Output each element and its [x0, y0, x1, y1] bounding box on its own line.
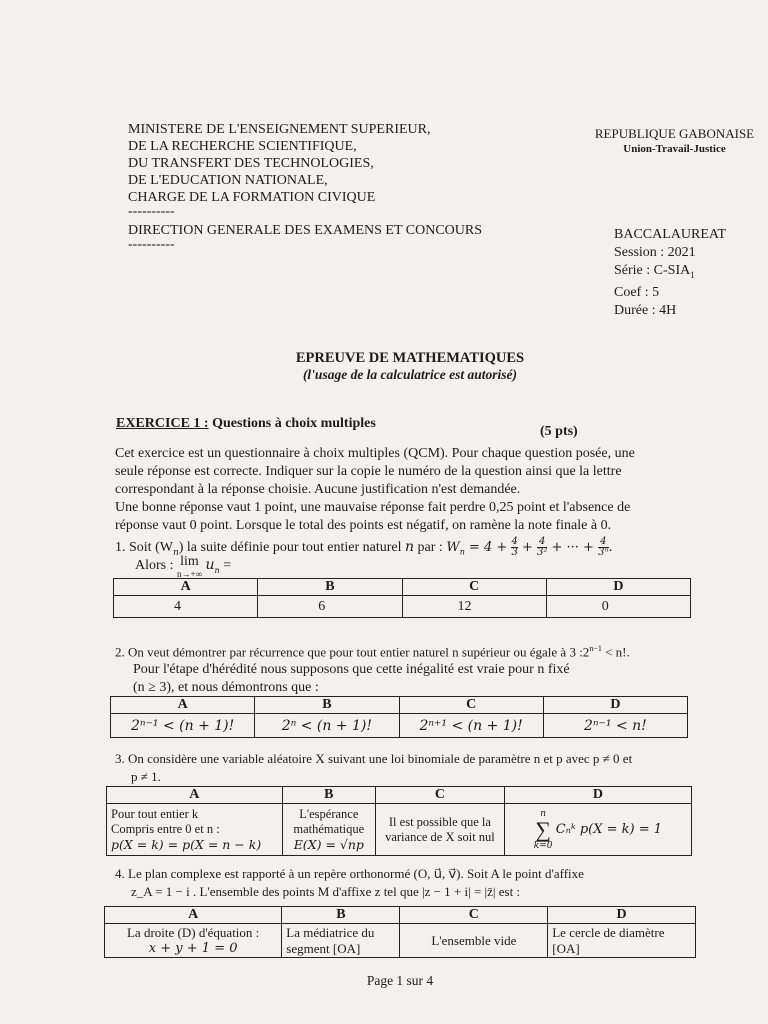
exercise-heading — [116, 416, 376, 432]
question-2 — [115, 640, 725, 697]
sum-bottom: k=0 — [533, 840, 553, 851]
q2-line-1-end: < n!. — [601, 644, 630, 660]
q3-line-2: p ≠ 1. — [131, 769, 161, 784]
direction-line: DIRECTION GENERALE DES EXAMENS ET CONCOURS — [128, 223, 483, 238]
ministry-line-1: MINISTERE DE L'ENSEIGNEMENT SUPERIEUR, — [128, 122, 431, 137]
q3-answer-b — [282, 804, 376, 856]
q2-table — [110, 696, 688, 738]
q3-b-line: L'espérance — [299, 807, 359, 821]
exercise-name: Questions à choix multiples — [212, 416, 376, 431]
header-d: D — [548, 907, 696, 924]
header-a: A — [107, 787, 283, 804]
q3-c-line: Il est possible que la — [388, 814, 491, 829]
ministry-header — [128, 121, 482, 251]
separator: ---------- — [128, 237, 175, 252]
q1-alors: Alors : — [135, 558, 174, 573]
q3-answer-c — [376, 804, 505, 856]
exercise-label: EXERCICE 1 : — [116, 416, 209, 431]
q1-text-2: ) la suite définie pour tout entier naturel — [178, 540, 402, 555]
intro-line: Cet exercice est un questionnaire à choix multiples (QCM). Pour chaque question posée, une — [115, 446, 635, 461]
q3-b-formula: E(X) = √np — [293, 837, 364, 852]
q1-table — [113, 578, 691, 618]
q4-a-formula: x + y + 1 = 0 — [148, 940, 238, 956]
q1-answer-a: 4 — [114, 596, 258, 618]
lim-u: u — [205, 557, 215, 573]
q4-b-line: La médiatrice du — [286, 924, 375, 940]
q4-answer-a — [105, 924, 282, 958]
q4-a-line: La droite (D) d'équation : — [126, 924, 260, 940]
page-footer: Page 1 sur 4 — [366, 973, 434, 988]
q4-answer-c: L'ensemble vide — [400, 924, 548, 958]
ministry-line-3: DU TRANSFERT DES TECHNOLOGIES, — [128, 156, 374, 171]
q1-limit-line: Alors : lim n→+∞ $u_n$ = — [135, 554, 232, 579]
q4-d-line: Le cercle de diamètre — [552, 924, 665, 940]
q4-answer-b — [282, 924, 400, 958]
q1-text-3: par : — [417, 540, 443, 555]
q4-d-line: [OA] — [552, 940, 580, 956]
q3-a-formula: p(X = k) = p(X = n − k) — [111, 837, 262, 852]
q3-b-line: mathématique — [293, 822, 365, 836]
ministry-line-5: CHARGE DE LA FORMATION CIVIQUE — [128, 190, 376, 205]
exam-session: Session : 2021 — [614, 245, 696, 260]
exam-duration: Durée : 4H — [614, 302, 677, 318]
header-b: B — [282, 907, 400, 924]
q4-line-2: z_A = 1 − i . L'ensemble des points M d'affixe z tel que |z − 1 + i| = |z̄| est : — [131, 884, 521, 899]
q3-a-line: Pour tout entier k — [111, 807, 199, 821]
ministry-line-4: DE L'EDUCATION NATIONALE, — [128, 173, 328, 188]
lim-text: lim — [180, 554, 199, 569]
q4-line-1: 4. Le plan complexe est rapporté à un repère orthonormé (O, u⃗, v⃗). Soit A le point d'affixe — [115, 866, 584, 881]
header-b: B — [258, 579, 402, 596]
q1-text: 1. Soit (W — [115, 540, 173, 555]
q4-table — [104, 906, 696, 958]
intro-line: Une bonne réponse vaut 1 point, une mauvaise réponse fait perdre 0,25 point et l'absence de — [115, 500, 631, 515]
title-main: EPREUVE DE MATHEMATIQUES — [295, 350, 525, 366]
q1-answer-b: 6 — [258, 596, 402, 618]
header-a: A — [114, 579, 258, 596]
q1-answer-c: 12 — [402, 596, 546, 618]
q4-answer-d — [548, 924, 696, 958]
header-d: D — [504, 787, 691, 804]
sum-expression: Cₙᵏ p(X = k) = 1 — [555, 821, 663, 837]
serie-sub: 1 — [690, 269, 695, 280]
header-c: C — [400, 907, 548, 924]
q4-b-line: segment [OA] — [286, 940, 361, 956]
header-d: D — [546, 579, 690, 596]
q2-answer-d: 2ⁿ⁻¹ < n! — [543, 714, 687, 738]
q2-answer-a: 2ⁿ⁻¹ < (n + 1)! — [111, 714, 255, 738]
sum-top: n — [540, 808, 547, 819]
separator: ---------- — [128, 204, 175, 219]
q3-a-line: Compris entre 0 et n : — [111, 822, 220, 836]
intro-line: correspondant à la réponse choisie. Aucune justification n'est demandée. — [115, 482, 521, 497]
question-3 — [115, 750, 725, 786]
q3-answer-a — [107, 804, 283, 856]
serie-text: Série : C-SIA — [614, 263, 691, 278]
q2-line-2: Pour l'étape d'hérédité nous supposons que cette inégalité est vraie pour n fixé — [133, 662, 570, 678]
q2-line-3: (n ≥ 3), et nous démontrons que : — [133, 680, 319, 696]
exercise-points: (5 pts) — [540, 424, 578, 439]
intro-line: seule réponse est correcte. Indiquer sur la copie le numéro de la question ainsi que la lettre — [115, 464, 622, 479]
q2-sup: n−1 — [589, 644, 602, 653]
q2-answer-c: 2ⁿ⁺¹ < (n + 1)! — [399, 714, 543, 738]
header-a: A — [105, 907, 282, 924]
exam-serie — [614, 262, 726, 284]
header-d: D — [543, 697, 687, 714]
exam-name: BACCALAUREAT — [614, 227, 727, 242]
intro-line: réponse vaut 0 point. Lorsque le total des points est négatif, on ramène la note finale à 0. — [115, 518, 612, 533]
q3-table — [106, 786, 692, 856]
lim-sub: n→+∞ — [177, 569, 202, 579]
header-c: C — [376, 787, 505, 804]
header-b: B — [282, 787, 376, 804]
country-name: REPUBLIQUE GABONAISE — [594, 126, 755, 141]
q3-line-1: 3. On considère une variable aléatoire X suivant une loi binomiale de paramètre n et p avec p ≠ 0 et — [115, 751, 633, 766]
q3-answer-d: n ∑ k=0 Cₙᵏ p(X = k) = 1 — [504, 804, 691, 856]
paper-title — [230, 350, 590, 383]
exam-info — [614, 226, 726, 320]
country-block — [582, 126, 767, 155]
title-sub: (l'usage de la calculatrice est autorisé) — [302, 367, 518, 382]
header-c: C — [402, 579, 546, 596]
q2-answer-b: 2ⁿ < (n + 1)! — [255, 714, 399, 738]
header-c: C — [399, 697, 543, 714]
header-b: B — [255, 697, 399, 714]
exercise-instructions — [115, 445, 715, 535]
q3-c-line: variance de X soit nul — [385, 829, 495, 844]
country-motto: Union-Travail-Justice — [623, 143, 726, 155]
question-1: 1. Soit $(W_n)$ la suite définie pour tout entier naturel n par : $W_n = 4$ + $\frac{4}{3}$ + $\frac{4}{\text{3²}}$ + ··· + $\frac{4}{\text{3ⁿ}}$ . — [115, 536, 613, 558]
lim-eq: = — [223, 558, 232, 573]
header-a: A — [111, 697, 255, 714]
question-4 — [115, 865, 725, 901]
q2-line-1: 2. On veut démontrer par récurrence que pour tout entier naturel n supérieur ou égale à 3 :2 — [115, 644, 590, 660]
q1-answer-d: 0 — [546, 596, 690, 618]
exam-coef: Coef : 5 — [614, 284, 660, 300]
ministry-line-2: DE LA RECHERCHE SCIENTIFIQUE, — [128, 139, 357, 154]
